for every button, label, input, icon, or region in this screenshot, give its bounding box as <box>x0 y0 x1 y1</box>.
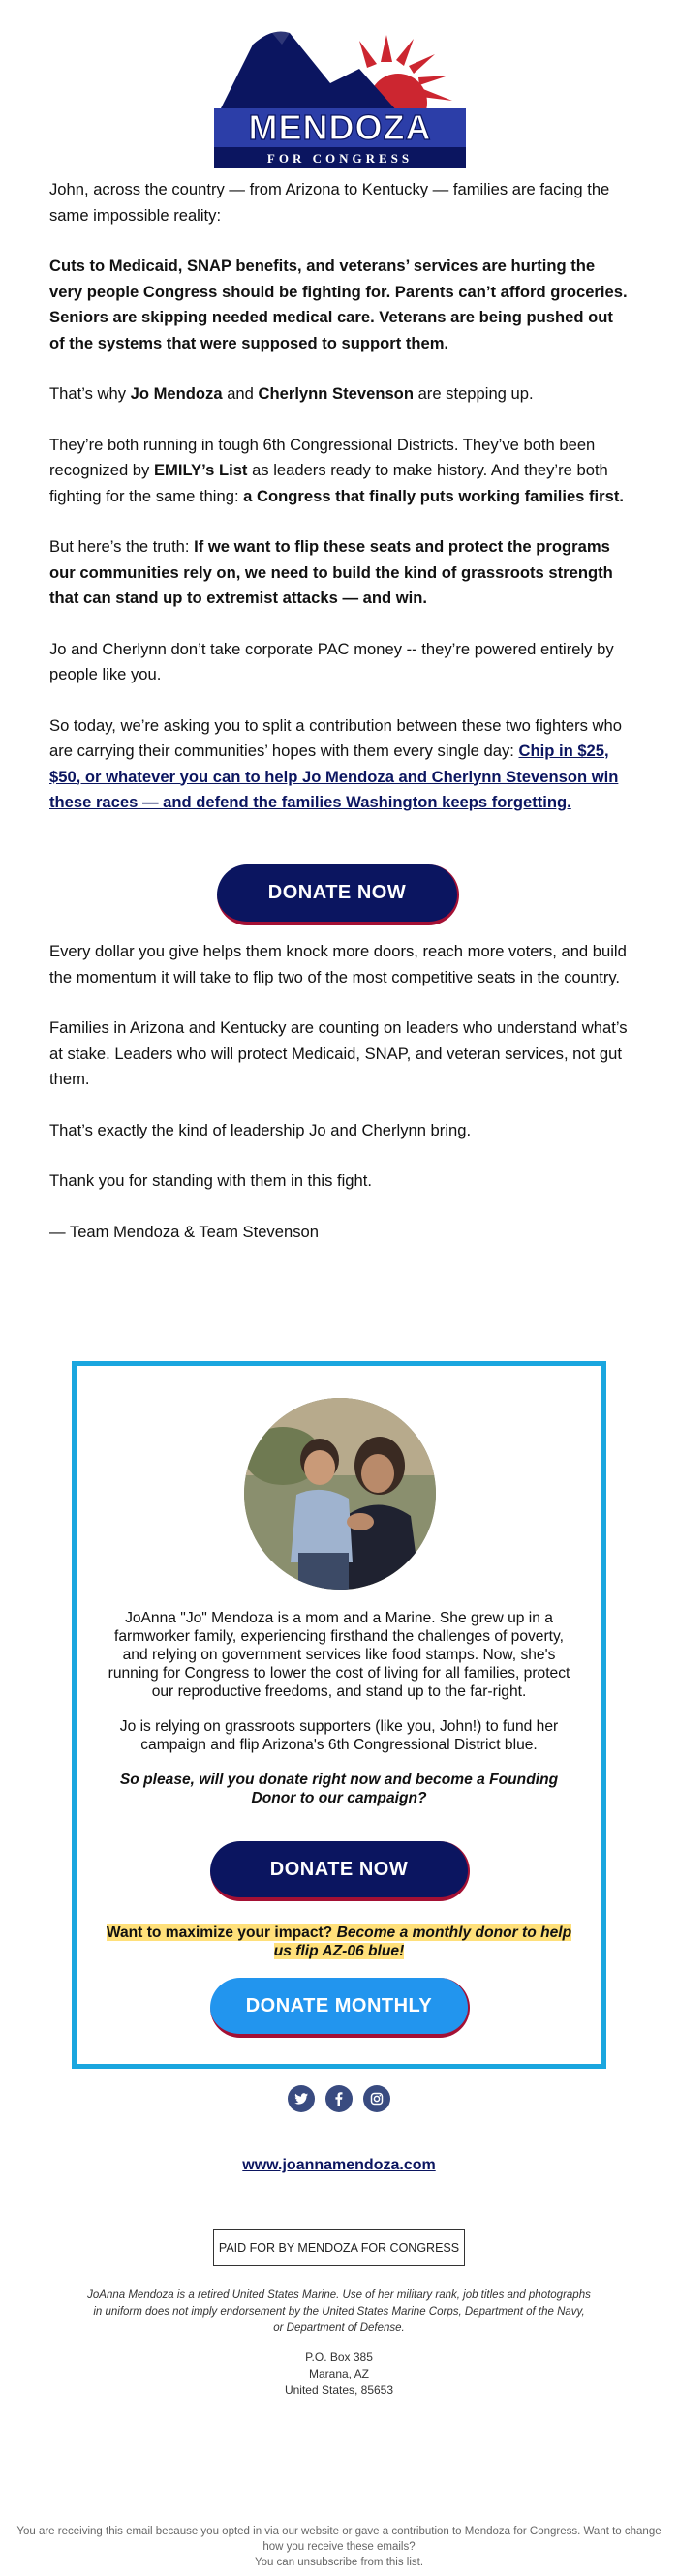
families-paragraph: Families in Arizona and Kentucky are counting on leaders who understand what’s at stake. Leaders who will protect Medicaid, SNAP, and veteran services, not gut them. <box>49 1018 628 1088</box>
candidate-name-jo: Jo Mendoza <box>130 384 223 403</box>
facebook-icon[interactable] <box>325 2085 353 2112</box>
twitter-icon[interactable] <box>288 2085 315 2112</box>
text-fragment: They’re both running in tough 6th Congressional Districts. They’ve both been recognized by <box>49 435 596 479</box>
text-fragment: But here’s the truth: <box>49 537 195 556</box>
mailing-address <box>0 2349 678 2399</box>
flip-seats-text: If we want to flip these seats and protect the programs our communities rely on, we need to build the kind of grassroots strength that can stand up to extremist attacks — and win. <box>49 537 613 607</box>
address-line: P.O. Box 385 <box>305 2350 373 2364</box>
emilys-list-text: EMILY’s List <box>153 461 248 479</box>
truth-paragraph <box>49 534 629 612</box>
opt-in-notice: You are receiving this email because you opted in via our website or gave a contribution to Mendoza for Congress. Want to change how you receive these emails? <box>16 2526 662 2553</box>
candidate-name-cherlynn: Cherlynn Stevenson <box>258 384 414 403</box>
text-fragment: So today, we’re asking you to split a contribution between these two fighters who are carrying their communities’ hopes with them every single day: <box>49 715 622 760</box>
bio-paragraph: JoAnna "Jo" Mendoza is a mom and a Marine. She grew up in a farmworker family, experiencing firsthand the challenges of poverty, and relying on government services like food stamps. Now, she's running for Congress to lower the cost of living for all families, protect our reproductive freedoms, and stand up to the far-right. <box>108 1610 570 1700</box>
leadership-paragraph: That’s exactly the kind of leadership Jo and Cherlynn bring. <box>49 1120 472 1139</box>
email-body <box>49 177 629 841</box>
military-disclaimer: JoAnna Mendoza is a retired United States Marine. Use of her military rank, job titles and photographs in uniform does not imply endorsement by the United States Marine Corps, Department of the Navy, or Department of Defense. <box>87 2289 591 2334</box>
instagram-icon[interactable] <box>363 2085 390 2112</box>
signoff: — Team Mendoza & Team Stevenson <box>49 1222 319 1241</box>
text-fragment: and <box>222 384 259 403</box>
text-fragment: That’s why <box>49 384 131 403</box>
address-line: United States, 85653 <box>284 2383 394 2397</box>
address-line: Marana, AZ <box>308 2367 370 2380</box>
logo-name: MENDOZA <box>248 107 432 147</box>
districts-paragraph <box>49 433 629 510</box>
cuts-bold-text: Cuts to Medicaid, SNAP benefits, and veterans’ services are hurting the very people Congress should be fighting for. Parents can’t afford groceries. Seniors are skipping needed medical care. Veterans are being pushed out of the systems that were supposed to support them. <box>49 257 628 352</box>
candidate-photo <box>244 1398 436 1590</box>
working-families-text: a Congress that finally puts working families first. <box>243 486 624 505</box>
candidate-bio <box>106 1609 572 1824</box>
thank-you-paragraph: Thank you for standing with them in this fight. <box>49 1171 372 1190</box>
campaign-logo[interactable] <box>214 25 466 168</box>
logo-tagline: FOR CONGRESS <box>266 151 414 166</box>
candidate-photo-graphic <box>244 1398 436 1590</box>
pac-paragraph: Jo and Cherlynn don’t take corporate PAC money -- they’re powered entirely by people like you. <box>49 639 614 683</box>
box-donate-now-button[interactable]: DONATE NOW <box>210 1841 470 1901</box>
monthly-prompt-text: Want to maximize your impact? <box>106 1924 333 1941</box>
monthly-donor-prompt <box>106 1924 572 1960</box>
unsubscribe-text[interactable]: You can unsubscribe from this list. <box>254 2557 424 2568</box>
paid-for-box: PAID FOR BY MENDOZA FOR CONGRESS <box>213 2229 465 2266</box>
logo-graphic <box>214 25 466 168</box>
candidate-box <box>72 1361 606 2069</box>
donate-monthly-button[interactable]: DONATE MONTHLY <box>210 1978 470 2038</box>
relying-paragraph: Jo is relying on grassroots supporters (like you, John!) to fund her campaign and flip Arizona's 6th Congressional District blue. <box>119 1718 559 1753</box>
website-link[interactable]: www.joannamendoza.com <box>242 2157 436 2173</box>
email-body-continued <box>49 939 629 1270</box>
text-fragment: are stepping up. <box>413 384 534 403</box>
every-dollar-paragraph: Every dollar you give helps them knock more doors, reach more voters, and build the momentum it will take to flip two of the most competitive seats in the country. <box>49 942 627 986</box>
social-links <box>288 2085 390 2112</box>
founding-donor-ask: So please, will you donate right now and become a Founding Donor to our campaign? <box>119 1772 559 1806</box>
ask-paragraph <box>49 713 629 816</box>
donate-now-button[interactable]: DONATE NOW <box>217 864 459 925</box>
intro-paragraph: John, across the country — from Arizona to Kentucky — families are facing the same impossible reality: <box>49 180 610 225</box>
stepping-up-paragraph <box>49 381 629 408</box>
text-fragment: as leaders ready to make history. And they’re both fighting for the same thing: <box>49 461 608 505</box>
cuts-paragraph <box>49 254 629 356</box>
chip-in-link[interactable]: Chip in $25, $50, or whatever you can to help Jo Mendoza and Cherlynn Stevenson win these races — and defend the families Washington keeps forgetting. <box>49 742 619 811</box>
monthly-prompt-italic: Become a monthly donor to help us flip AZ-06 blue! <box>273 1924 572 1959</box>
email-footer <box>14 2524 664 2570</box>
